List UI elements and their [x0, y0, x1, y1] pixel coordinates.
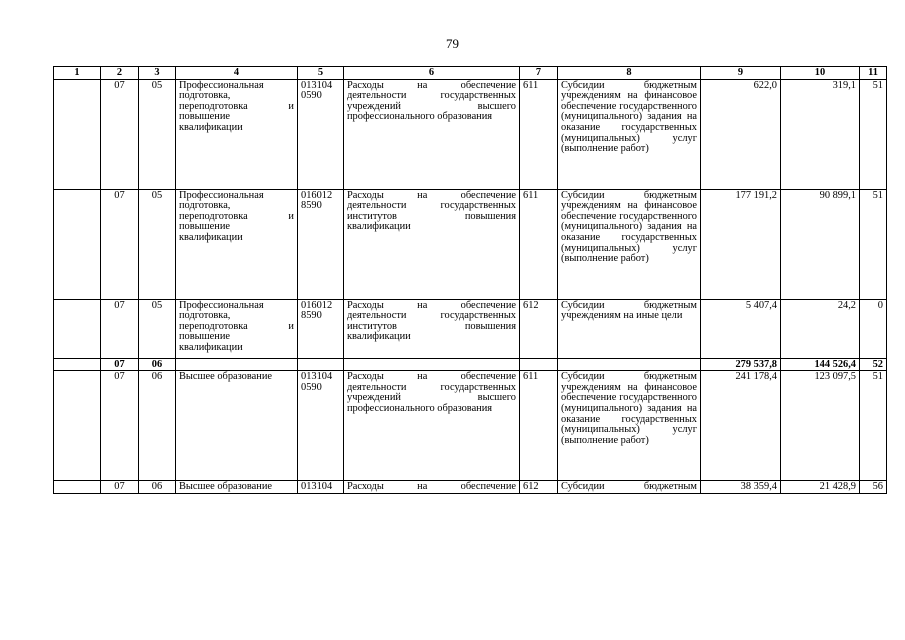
col1-cell	[54, 358, 101, 371]
percent-col11: 51	[860, 79, 887, 189]
amount-col10: 319,1	[781, 79, 860, 189]
section-code: 07	[101, 79, 139, 189]
amount-col10: 24,2	[781, 299, 860, 358]
section-code: 07	[101, 299, 139, 358]
amount-col10: 90 899,1	[781, 189, 860, 299]
header-cell: 9	[701, 67, 781, 80]
amount-col10: 144 526,4	[781, 358, 860, 371]
percent-col11: 56	[860, 481, 887, 494]
section-code: 07	[101, 481, 139, 494]
subsection-name: Высшее образование	[176, 371, 298, 481]
target-article-code: 013104 0590	[298, 371, 344, 481]
header-row	[54, 67, 887, 80]
header-cell: 1	[54, 67, 101, 80]
expense-type-name: Субсидии бюджетным учреждениям на финансовое обеспечение государственного (муниципального) задания на оказание государственных (муниципальных) услуг (выполнение работ)	[558, 371, 701, 481]
table-row	[54, 189, 887, 299]
table-row	[54, 79, 887, 189]
expense-type-code: 611	[520, 189, 558, 299]
table-row	[54, 299, 887, 358]
subsection-name: Профессиональная подготовка, переподготовка и повышение квалификации	[176, 189, 298, 299]
percent-col11: 51	[860, 189, 887, 299]
amount-col9: 241 178,4	[701, 371, 781, 481]
expense-type-code: 612	[520, 481, 558, 494]
section-code: 07	[101, 358, 139, 371]
subsection-name: Высшее образование	[176, 481, 298, 494]
subsection-code: 05	[139, 299, 176, 358]
header-cell: 6	[344, 67, 520, 80]
expense-type-name: Субсидии бюджетным учреждениям на иные цели	[558, 299, 701, 358]
amount-col9: 279 537,8	[701, 358, 781, 371]
budget-table	[53, 66, 887, 494]
subsection-code: 05	[139, 189, 176, 299]
subsection-code: 06	[139, 358, 176, 371]
col1-cell	[54, 299, 101, 358]
target-article-code: 013104 0590	[298, 79, 344, 189]
header-cell: 3	[139, 67, 176, 80]
col1-cell	[54, 189, 101, 299]
col1-cell	[54, 371, 101, 481]
target-article-name: Расходы на обеспечение деятельности государственных учреждений высшего профессионального образования	[344, 371, 520, 481]
subsection-name: Профессиональная подготовка, переподготовка и повышение квалификации	[176, 79, 298, 189]
subsection-name: Профессиональная подготовка, переподготовка и повышение квалификации	[176, 299, 298, 358]
expense-type-code: 612	[520, 299, 558, 358]
section-code: 07	[101, 189, 139, 299]
amount-col10: 21 428,9	[781, 481, 860, 494]
subsection-name	[176, 358, 298, 371]
header-cell: 7	[520, 67, 558, 80]
subsection-code: 06	[139, 481, 176, 494]
percent-col11: 0	[860, 299, 887, 358]
amount-col9: 622,0	[701, 79, 781, 189]
target-article-name: Расходы на обеспечение деятельности государственных учреждений высшего профессионального образования	[344, 79, 520, 189]
target-article-name: Расходы на обеспечение деятельности государственных институтов повышения квалификации	[344, 299, 520, 358]
target-article-code: 016012 8590	[298, 299, 344, 358]
header-cell: 5	[298, 67, 344, 80]
target-article-name: Расходы на обеспечение	[344, 481, 520, 494]
expense-type-name: Субсидии бюджетным учреждениям на финансовое обеспечение государственного (муниципального) задания на оказание государственных (муниципальных) услуг (выполнение работ)	[558, 189, 701, 299]
header-cell: 8	[558, 67, 701, 80]
header-cell: 2	[101, 67, 139, 80]
amount-col9: 5 407,4	[701, 299, 781, 358]
subsection-code: 06	[139, 371, 176, 481]
amount-col9: 177 191,2	[701, 189, 781, 299]
expense-type-name: Субсидии бюджетным учреждениям на финансовое обеспечение государственного (муниципального) задания на оказание государственных (муниципальных) услуг (выполнение работ)	[558, 79, 701, 189]
expense-type-code: 611	[520, 371, 558, 481]
percent-col11: 52	[860, 358, 887, 371]
expense-type-code	[520, 358, 558, 371]
target-article-code: 013104	[298, 481, 344, 494]
table-row	[54, 481, 887, 494]
header-cell: 4	[176, 67, 298, 80]
col1-cell	[54, 79, 101, 189]
expense-type-code: 611	[520, 79, 558, 189]
section-code: 07	[101, 371, 139, 481]
header-cell: 10	[781, 67, 860, 80]
target-article-name	[344, 358, 520, 371]
table-row	[54, 371, 887, 481]
target-article-name: Расходы на обеспечение деятельности государственных институтов повышения квалификации	[344, 189, 520, 299]
header-cell: 11	[860, 67, 887, 80]
amount-col10: 123 097,5	[781, 371, 860, 481]
expense-type-name: Субсидии бюджетным	[558, 481, 701, 494]
subsection-code: 05	[139, 79, 176, 189]
col1-cell	[54, 481, 101, 494]
subtotal-row	[54, 358, 887, 371]
percent-col11: 51	[860, 371, 887, 481]
target-article-code: 016012 8590	[298, 189, 344, 299]
target-article-code	[298, 358, 344, 371]
page-number: 79	[446, 36, 459, 51]
amount-col9: 38 359,4	[701, 481, 781, 494]
expense-type-name	[558, 358, 701, 371]
